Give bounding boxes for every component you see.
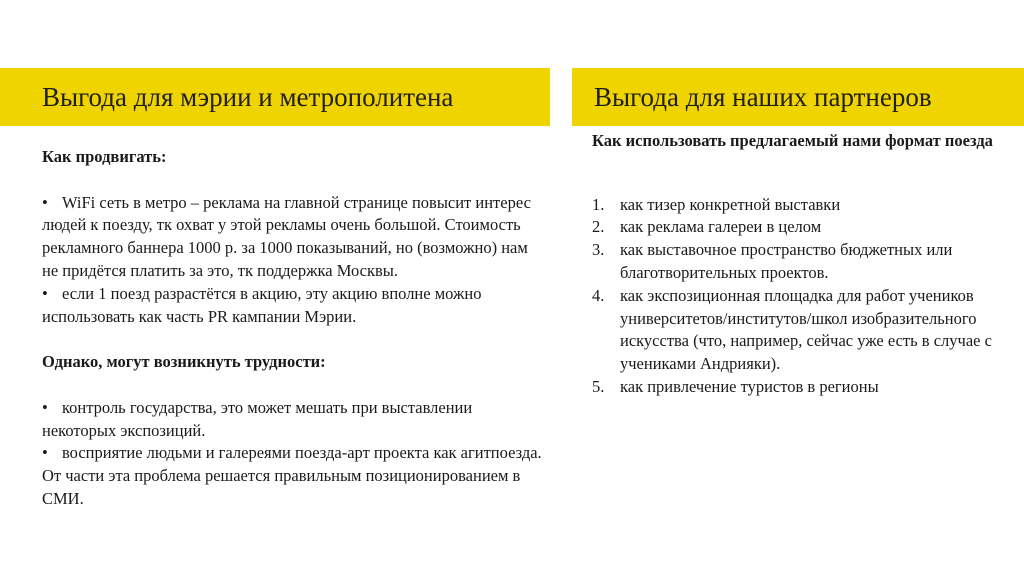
item-text: как реклама галереи в целом (620, 217, 822, 237)
usage-heading: Как использовать предлагаемый нами формат поезда (592, 131, 993, 150)
left-column (42, 146, 542, 511)
difficulties-heading: Однако, могут возникнуть трудности: (42, 352, 326, 372)
bullet-marker: • (42, 397, 48, 417)
item-text: как экспозиционная площадка для работ учеников университетов/институтов/школ изобразительного искусства (что, например, сейчас уже есть в случае с учениками Андрияки). (620, 285, 992, 374)
difficulty-bullet (42, 397, 542, 443)
promotion-bullet-text: если 1 поезд разрастётся в акцию, эту акцию вполне можно использовать как часть PR кампании Мэрии. (42, 283, 482, 326)
item-number: 5. (592, 376, 605, 396)
promotion-heading: Как продвигать: (42, 147, 167, 166)
list-item (592, 376, 1002, 399)
item-number: 3. (592, 240, 605, 260)
item-number: 2. (592, 217, 605, 237)
promotion-bullet (42, 283, 542, 329)
bullet-marker: • (42, 283, 48, 303)
left-title-banner (0, 68, 550, 126)
difficulty-bullet-text: восприятие людьми и галереями поезда-арт проекта как агитпоезда. От части эта проблема решается правильным позиционированием в СМИ. (42, 443, 542, 508)
list-item (592, 239, 1002, 285)
left-title: Выгода для мэрии и метрополитена (42, 81, 454, 112)
difficulty-bullet (42, 442, 542, 510)
item-number: 4. (592, 285, 605, 305)
item-text: как выставочное пространство бюджетных или благотворительных проектов. (620, 240, 953, 282)
right-title-banner (572, 68, 1024, 126)
list-item (592, 194, 1002, 217)
usage-list (592, 194, 1002, 399)
bullet-marker: • (42, 443, 48, 463)
list-item (592, 285, 1002, 376)
item-text: как привлечение туристов в регионы (620, 376, 879, 396)
right-title: Выгода для наших партнеров (594, 81, 932, 112)
bullet-marker: • (42, 192, 48, 212)
difficulty-bullet-text: контроль государства, это может мешать при выставлении некоторых экспозиций. (42, 397, 473, 440)
right-column (592, 130, 1002, 399)
list-item (592, 216, 1002, 239)
promotion-bullet-text: WiFi сеть в метро – реклама на главной странице повысит интерес людей к поезду, тк охват у этой рекламы очень большой. Стоимость рекламного баннера 1000 р. за 1000 показываний, но (возможно) нам не придётся платить за это, тк поддержка Москвы. (42, 192, 531, 280)
promotion-bullet (42, 192, 542, 283)
item-text: как тизер конкретной выставки (620, 194, 841, 214)
item-number: 1. (592, 194, 605, 214)
